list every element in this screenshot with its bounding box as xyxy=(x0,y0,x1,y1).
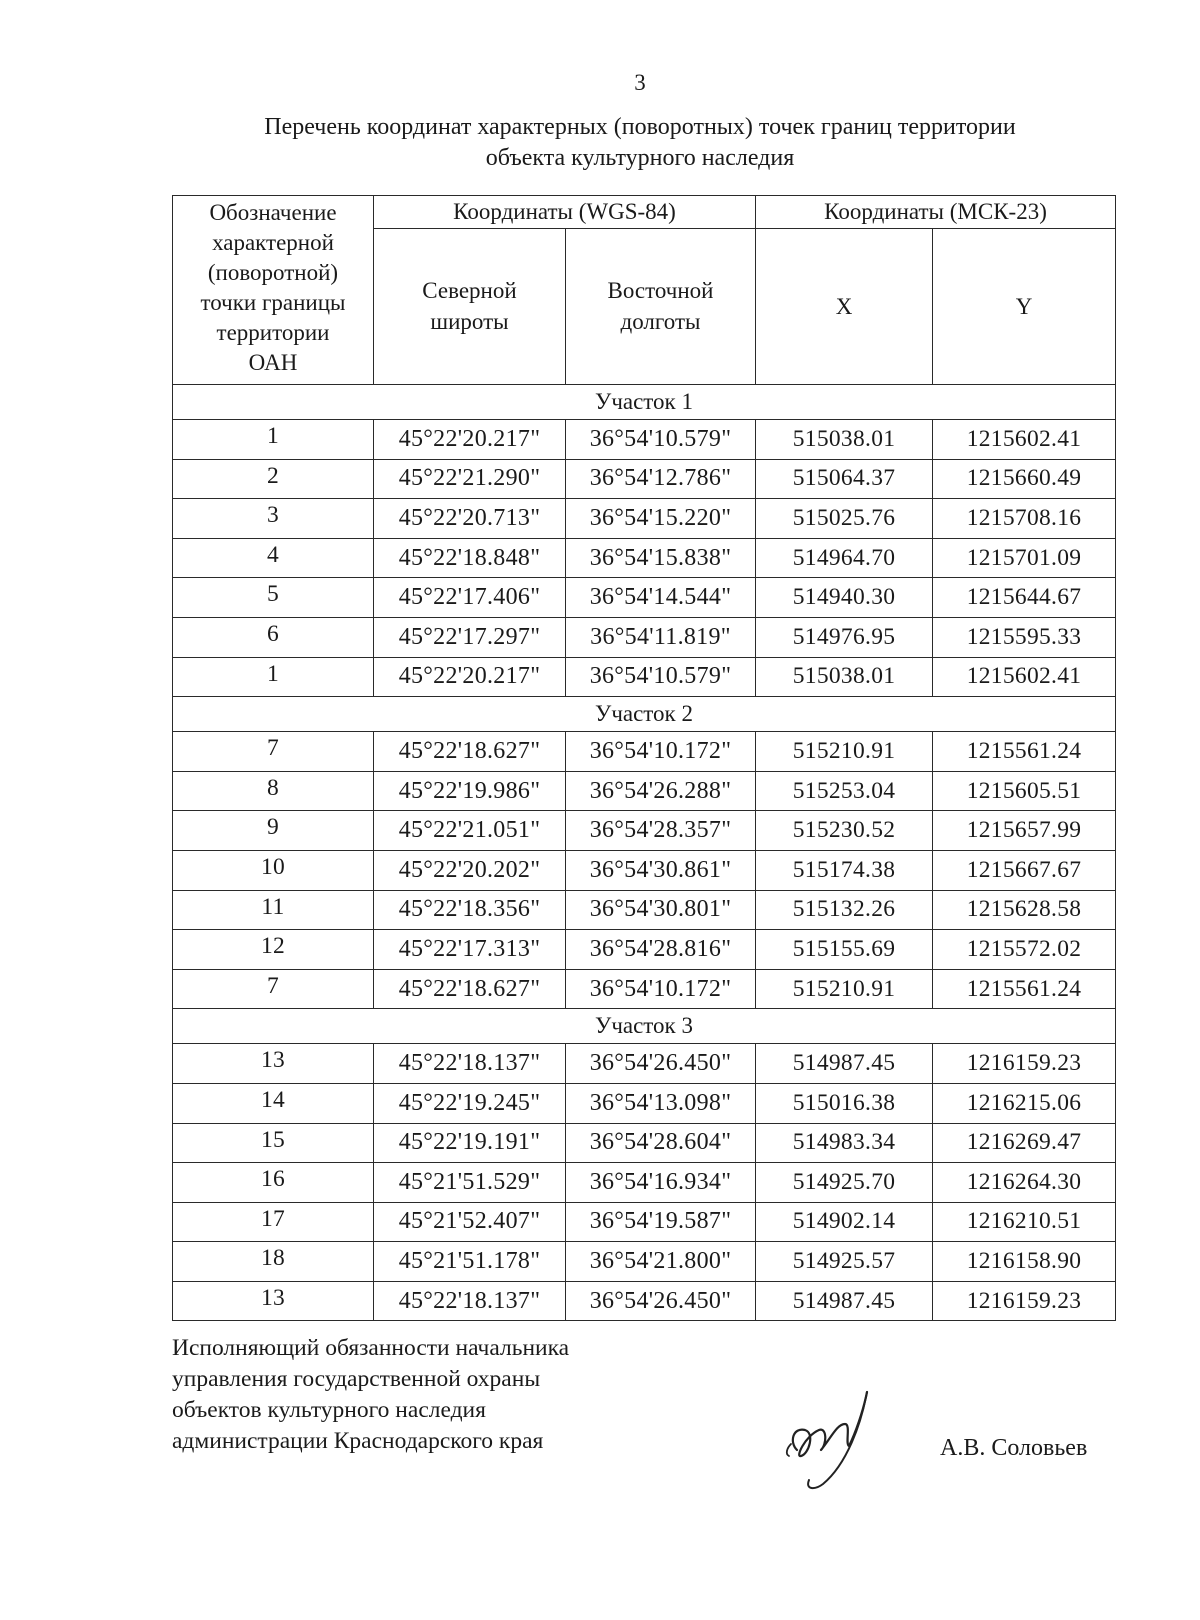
cell-point-number: 17 xyxy=(173,1202,374,1242)
table-row xyxy=(173,930,1116,970)
table-row xyxy=(173,1202,1116,1242)
cell-y: 1215602.41 xyxy=(933,657,1116,697)
table-row xyxy=(173,657,1116,697)
cell-longitude: 36°54'14.544" xyxy=(566,578,756,618)
document-title-line-1: Перечень координат характерных (поворотных) точек границ территории xyxy=(264,114,1016,140)
header-latitude xyxy=(374,228,566,384)
header-point-line: территории xyxy=(216,320,330,345)
cell-latitude: 45°22'19.191" xyxy=(374,1123,566,1163)
cell-latitude: 45°22'21.290" xyxy=(374,459,566,499)
cell-longitude: 36°54'26.450" xyxy=(566,1281,756,1321)
signer-position-line: объектов культурного наследия xyxy=(172,1397,486,1423)
cell-point-number: 6 xyxy=(173,617,374,657)
signer-position-line: администрации Краснодарского края xyxy=(172,1428,544,1454)
cell-x: 515230.52 xyxy=(756,811,933,851)
section-title: Участок 2 xyxy=(173,697,1116,732)
cell-x: 514987.45 xyxy=(756,1281,933,1321)
page-number: 3 xyxy=(634,70,646,95)
signer-position-line: Исполняющий обязанности начальника xyxy=(172,1335,570,1361)
cell-x: 514925.70 xyxy=(756,1163,933,1203)
cell-point-number: 3 xyxy=(173,499,374,539)
cell-y: 1216210.51 xyxy=(933,1202,1116,1242)
header-longitude xyxy=(566,228,756,384)
cell-x: 514983.34 xyxy=(756,1123,933,1163)
header-msk23-group: Координаты (МСК-23) xyxy=(756,196,1116,229)
header-wgs84-group: Координаты (WGS-84) xyxy=(374,196,756,229)
cell-point-number: 1 xyxy=(173,420,374,460)
cell-y: 1215708.16 xyxy=(933,499,1116,539)
cell-longitude: 36°54'28.816" xyxy=(566,930,756,970)
cell-longitude: 36°54'28.604" xyxy=(566,1123,756,1163)
table-row xyxy=(173,1163,1116,1203)
cell-y: 1215657.99 xyxy=(933,811,1116,851)
cell-point-number: 1 xyxy=(173,657,374,697)
cell-longitude: 36°54'10.579" xyxy=(566,657,756,697)
cell-latitude: 45°22'18.137" xyxy=(374,1044,566,1084)
cell-x: 515253.04 xyxy=(756,771,933,811)
cell-longitude: 36°54'26.450" xyxy=(566,1044,756,1084)
cell-x: 515025.76 xyxy=(756,499,933,539)
header-point-line: точки границы xyxy=(200,290,346,315)
cell-longitude: 36°54'16.934" xyxy=(566,1163,756,1203)
cell-y: 1216215.06 xyxy=(933,1083,1116,1123)
table-row xyxy=(173,1044,1116,1084)
cell-latitude: 45°22'18.627" xyxy=(374,969,566,1009)
cell-longitude: 36°54'15.220" xyxy=(566,499,756,539)
cell-x: 515064.37 xyxy=(756,459,933,499)
cell-x: 515174.38 xyxy=(756,850,933,890)
signer-position-line: управления государственной охраны xyxy=(172,1366,541,1392)
cell-x: 514940.30 xyxy=(756,578,933,618)
cell-latitude: 45°22'20.713" xyxy=(374,499,566,539)
cell-latitude: 45°22'18.356" xyxy=(374,890,566,930)
cell-point-number: 7 xyxy=(173,969,374,1009)
cell-x: 515038.01 xyxy=(756,657,933,697)
header-y: Y xyxy=(933,228,1116,384)
cell-latitude: 45°22'18.627" xyxy=(374,732,566,772)
cell-latitude: 45°22'20.202" xyxy=(374,850,566,890)
cell-y: 1215602.41 xyxy=(933,420,1116,460)
cell-longitude: 36°54'10.579" xyxy=(566,420,756,460)
cell-latitude: 45°21'52.407" xyxy=(374,1202,566,1242)
cell-longitude: 36°54'11.819" xyxy=(566,617,756,657)
cell-y: 1215561.24 xyxy=(933,732,1116,772)
section-row xyxy=(173,697,1116,732)
header-point-designation xyxy=(173,196,374,385)
cell-longitude: 36°54'15.838" xyxy=(566,538,756,578)
table-row xyxy=(173,850,1116,890)
cell-point-number: 13 xyxy=(173,1044,374,1084)
cell-y: 1215660.49 xyxy=(933,459,1116,499)
cell-longitude: 36°54'30.861" xyxy=(566,850,756,890)
cell-y: 1215561.24 xyxy=(933,969,1116,1009)
cell-point-number: 16 xyxy=(173,1163,374,1203)
cell-latitude: 45°21'51.178" xyxy=(374,1242,566,1282)
cell-x: 514964.70 xyxy=(756,538,933,578)
cell-point-number: 10 xyxy=(173,850,374,890)
cell-point-number: 4 xyxy=(173,538,374,578)
header-latitude-line: широты xyxy=(430,309,509,335)
cell-point-number: 7 xyxy=(173,732,374,772)
cell-x: 514902.14 xyxy=(756,1202,933,1242)
cell-point-number: 15 xyxy=(173,1123,374,1163)
cell-y: 1215701.09 xyxy=(933,538,1116,578)
table-row xyxy=(173,420,1116,460)
cell-latitude: 45°22'19.245" xyxy=(374,1083,566,1123)
document-title xyxy=(175,112,1105,174)
header-longitude-line: долготы xyxy=(620,309,701,335)
cell-point-number: 11 xyxy=(173,890,374,930)
table-row xyxy=(173,890,1116,930)
table-row xyxy=(173,1242,1116,1282)
cell-y: 1215605.51 xyxy=(933,771,1116,811)
cell-x: 515155.69 xyxy=(756,930,933,970)
table-row xyxy=(173,459,1116,499)
section-row xyxy=(173,385,1116,420)
cell-y: 1216264.30 xyxy=(933,1163,1116,1203)
cell-y: 1216269.47 xyxy=(933,1123,1116,1163)
cell-longitude: 36°54'26.288" xyxy=(566,771,756,811)
cell-point-number: 8 xyxy=(173,771,374,811)
cell-latitude: 45°22'20.217" xyxy=(374,420,566,460)
handwritten-signature xyxy=(775,1372,885,1502)
header-point-line: ОАН xyxy=(248,350,298,375)
cell-latitude: 45°21'51.529" xyxy=(374,1163,566,1203)
cell-y: 1216158.90 xyxy=(933,1242,1116,1282)
section-title: Участок 3 xyxy=(173,1009,1116,1044)
header-latitude-line: Северной xyxy=(422,278,517,304)
table-row xyxy=(173,811,1116,851)
cell-longitude: 36°54'19.587" xyxy=(566,1202,756,1242)
cell-latitude: 45°22'18.137" xyxy=(374,1281,566,1321)
table-row xyxy=(173,1123,1116,1163)
cell-longitude: 36°54'21.800" xyxy=(566,1242,756,1282)
cell-y: 1215667.67 xyxy=(933,850,1116,890)
signer-name: А.В. Соловьев xyxy=(940,1435,1088,1461)
cell-point-number: 13 xyxy=(173,1281,374,1321)
cell-y: 1215628.58 xyxy=(933,890,1116,930)
header-point-line: (поворотной) xyxy=(207,260,339,285)
table-body xyxy=(173,385,1116,1321)
cell-y: 1215644.67 xyxy=(933,578,1116,618)
cell-longitude: 36°54'13.098" xyxy=(566,1083,756,1123)
cell-x: 514987.45 xyxy=(756,1044,933,1084)
cell-latitude: 45°22'17.297" xyxy=(374,617,566,657)
header-longitude-line: Восточной xyxy=(607,278,714,304)
header-point-line: Обозначение xyxy=(209,200,337,225)
cell-point-number: 12 xyxy=(173,930,374,970)
cell-y: 1216159.23 xyxy=(933,1044,1116,1084)
table-row xyxy=(173,1083,1116,1123)
cell-point-number: 2 xyxy=(173,459,374,499)
cell-x: 515210.91 xyxy=(756,969,933,1009)
cell-point-number: 5 xyxy=(173,578,374,618)
document-title-line-2: объекта культурного наследия xyxy=(485,145,795,171)
cell-latitude: 45°22'21.051" xyxy=(374,811,566,851)
cell-x: 515210.91 xyxy=(756,732,933,772)
table-row xyxy=(173,1281,1116,1321)
table-row xyxy=(173,771,1116,811)
cell-point-number: 14 xyxy=(173,1083,374,1123)
cell-x: 515038.01 xyxy=(756,420,933,460)
cell-latitude: 45°22'19.986" xyxy=(374,771,566,811)
cell-point-number: 18 xyxy=(173,1242,374,1282)
cell-latitude: 45°22'18.848" xyxy=(374,538,566,578)
header-x: X xyxy=(756,228,933,384)
table-row xyxy=(173,969,1116,1009)
section-title: Участок 1 xyxy=(173,385,1116,420)
coordinates-table xyxy=(172,195,1116,1321)
table-row xyxy=(173,499,1116,539)
header-point-line: характерной xyxy=(212,230,334,255)
section-row xyxy=(173,1009,1116,1044)
cell-latitude: 45°22'17.406" xyxy=(374,578,566,618)
cell-x: 515132.26 xyxy=(756,890,933,930)
cell-longitude: 36°54'12.786" xyxy=(566,459,756,499)
cell-x: 514925.57 xyxy=(756,1242,933,1282)
cell-y: 1215595.33 xyxy=(933,617,1116,657)
cell-x: 514976.95 xyxy=(756,617,933,657)
cell-y: 1216159.23 xyxy=(933,1281,1116,1321)
cell-longitude: 36°54'28.357" xyxy=(566,811,756,851)
table-row xyxy=(173,617,1116,657)
cell-latitude: 45°22'20.217" xyxy=(374,657,566,697)
table-row xyxy=(173,732,1116,772)
cell-y: 1215572.02 xyxy=(933,930,1116,970)
table-row xyxy=(173,538,1116,578)
cell-longitude: 36°54'30.801" xyxy=(566,890,756,930)
cell-latitude: 45°22'17.313" xyxy=(374,930,566,970)
signer-position xyxy=(172,1333,569,1457)
cell-point-number: 9 xyxy=(173,811,374,851)
table-row xyxy=(173,578,1116,618)
cell-longitude: 36°54'10.172" xyxy=(566,969,756,1009)
cell-x: 515016.38 xyxy=(756,1083,933,1123)
cell-longitude: 36°54'10.172" xyxy=(566,732,756,772)
